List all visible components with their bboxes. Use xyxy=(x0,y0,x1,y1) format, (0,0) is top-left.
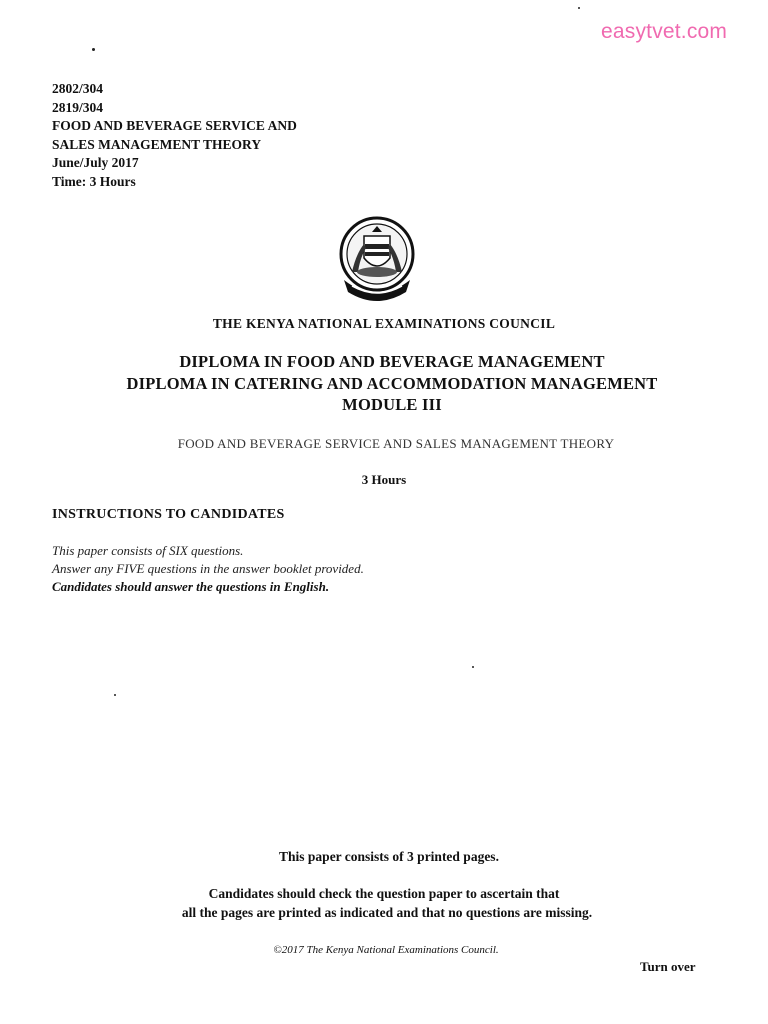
check-note-line-2: all the pages are printed as indicated and that no questions are missing. xyxy=(181,905,593,920)
paper-code-1: 2802/304 xyxy=(52,81,104,96)
paper-title-line-2: SALES MANAGEMENT THEORY xyxy=(52,136,262,152)
council-name: THE KENYA NATIONAL EXAMINATIONS COUNCIL xyxy=(212,316,556,331)
scan-speck xyxy=(578,7,580,9)
subject-title: FOOD AND BEVERAGE SERVICE AND SALES MANAGEMENT THEORY xyxy=(177,436,615,451)
instruction-item: This paper consists of SIX questions. xyxy=(52,543,244,558)
scan-speck xyxy=(472,666,474,668)
check-note-line-1: Candidates should check the question paper to ascertain that xyxy=(208,886,560,901)
instructions-heading: INSTRUCTIONS TO CANDIDATES xyxy=(52,507,285,522)
copyright-notice: ©2017 The Kenya National Examinations Council. xyxy=(273,944,499,956)
module-title: MODULE III xyxy=(342,395,442,414)
instruction-item: Candidates should answer the questions in English. xyxy=(52,579,330,594)
coat-of-arms-icon xyxy=(334,214,420,306)
page-count-note: This paper consists of 3 printed pages. xyxy=(279,849,499,864)
exam-session: June/July 2017 xyxy=(52,155,139,170)
diploma-title-2: DIPLOMA IN CATERING AND ACCOMMODATION MANAGEMENT xyxy=(126,374,658,393)
paper-code-2: 2819/304 xyxy=(52,99,104,115)
scan-speck xyxy=(114,694,116,696)
exam-time: Time: 3 Hours xyxy=(52,173,136,189)
exam-duration: 3 Hours xyxy=(361,472,407,487)
turn-over-note: Turn over xyxy=(640,959,696,974)
diploma-title-1: DIPLOMA IN FOOD AND BEVERAGE MANAGEMENT xyxy=(179,352,605,371)
scan-speck xyxy=(92,48,95,51)
watermark-text: easytvet.com xyxy=(601,20,728,43)
instruction-item: Answer any FIVE questions in the answer booklet provided. xyxy=(52,561,364,576)
paper-header xyxy=(52,80,297,191)
paper-title-line-1: FOOD AND BEVERAGE SERVICE AND xyxy=(52,118,297,133)
